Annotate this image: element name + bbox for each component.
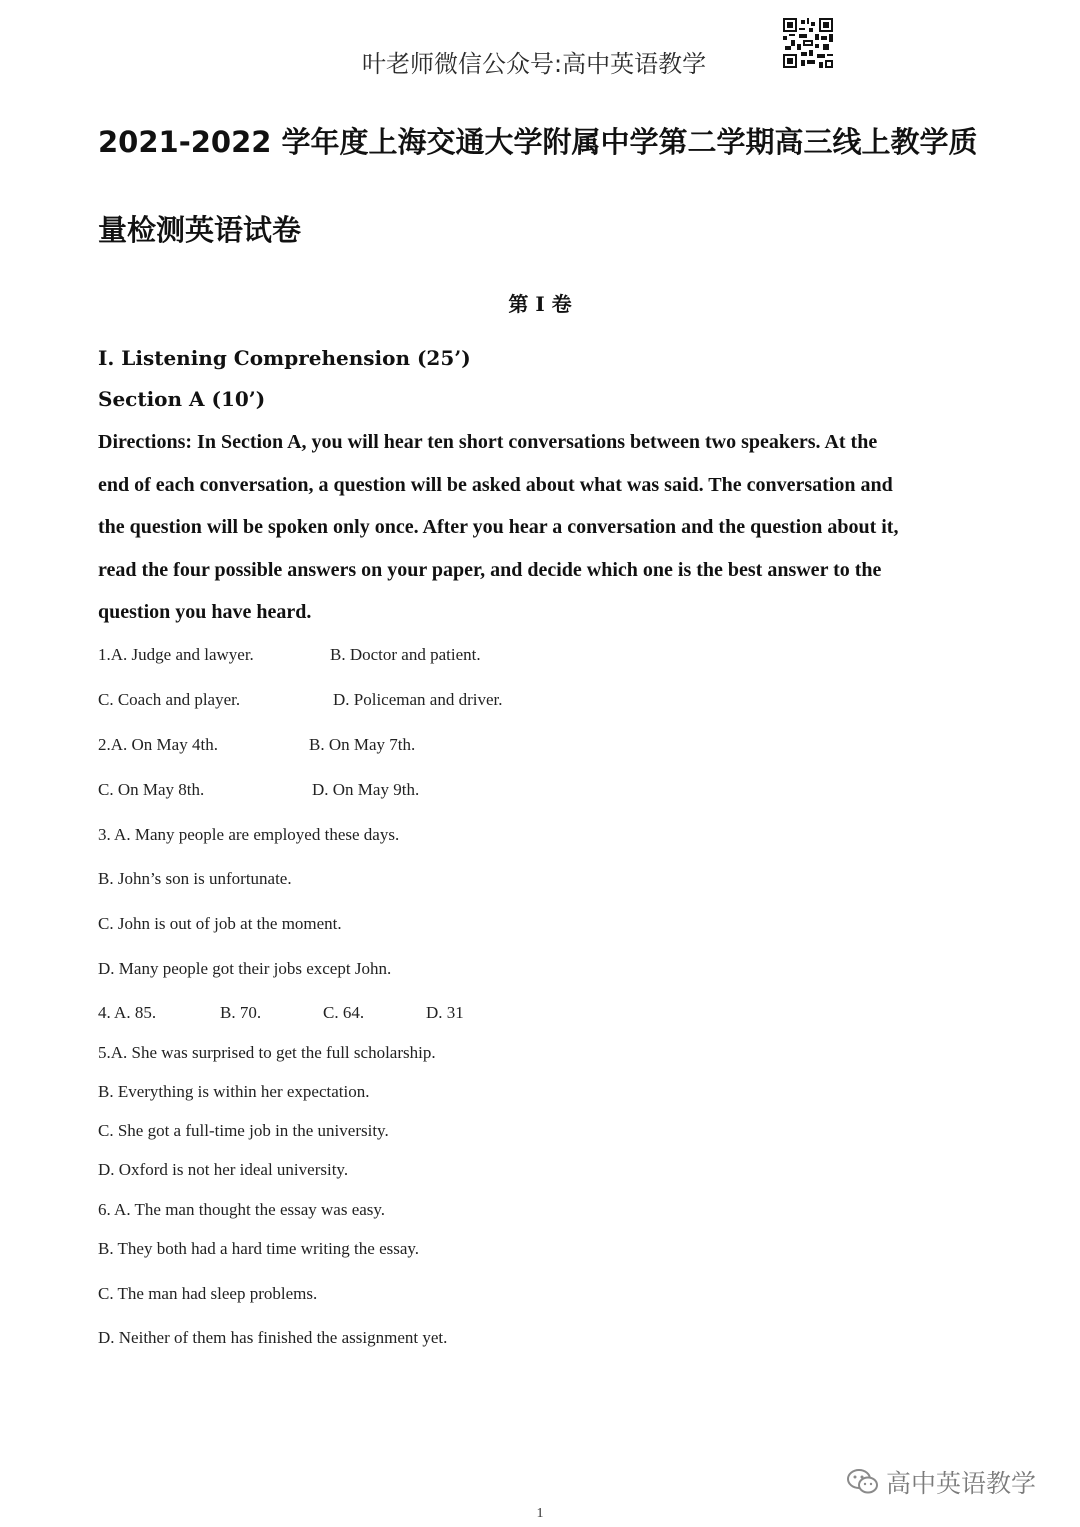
volume-heading: 第 I 卷	[508, 292, 572, 316]
q2-option-c: C. On May 8th.	[98, 780, 205, 799]
q4-option-b: B. 70.	[220, 1003, 262, 1022]
q2-option-d: D. On May 9th.	[312, 780, 420, 799]
page-number: 1	[536, 1506, 544, 1521]
q6-option-d: D. Neither of them has finished the assignment yet.	[98, 1328, 448, 1347]
directions-line: the question will be spoken only once. After you hear a conversation and the question about it,	[98, 516, 899, 538]
q1-option-d: D. Policeman and driver.	[333, 690, 503, 709]
directions-line: question you have heard.	[98, 601, 312, 623]
part-heading: I. Listening Comprehension (25’)	[98, 346, 471, 370]
watermark-text: 高中英语教学	[886, 1469, 1037, 1498]
exam-title-line-2: 量检测英语试卷	[98, 213, 302, 247]
q3-option-c: C. John is out of job at the moment.	[98, 914, 342, 933]
q4-option-c: C. 64.	[323, 1003, 365, 1022]
q6-option-c: C. The man had sleep problems.	[98, 1284, 318, 1303]
q3-option-d: D. Many people got their jobs except John.	[98, 959, 392, 978]
q6-option-b: B. They both had a hard time writing the essay.	[98, 1239, 420, 1258]
q5-option-d: D. Oxford is not her ideal university.	[98, 1160, 349, 1179]
q4-option-d: D. 31	[426, 1003, 464, 1022]
q1-option-c: C. Coach and player.	[98, 690, 241, 709]
q3-option-b: B. John’s son is unfortunate.	[98, 869, 292, 888]
directions-line: end of each conversation, a question will be asked about what was said. The conversation and	[98, 473, 893, 496]
q6-option-a: 6. A. The man thought the essay was easy.	[98, 1200, 386, 1219]
exam-title-line-1: 2021-2022 学年度上海交通大学附属中学第二学期高三线上教学质	[98, 125, 978, 159]
q2-option-b: B. On May 7th.	[309, 735, 416, 754]
q1-option-b: B. Doctor and patient.	[330, 645, 481, 664]
q5-option-b: B. Everything is within her expectation.	[98, 1082, 370, 1101]
directions-line: Directions: In Section A, you will hear ten short conversations between two speakers. At the	[98, 431, 878, 453]
wechat-official-account-icon	[846, 1467, 880, 1497]
directions-line: read the four possible answers on your paper, and decide which one is the best answer to the	[98, 558, 882, 581]
q3-option-a: 3. A. Many people are employed these days.	[98, 825, 400, 844]
q5-option-c: C. She got a full-time job in the university.	[98, 1121, 389, 1140]
q4-option-a: 4. A. 85.	[98, 1003, 157, 1022]
qr-code-icon	[783, 18, 833, 68]
q2-option-a: 2.A. On May 4th.	[98, 735, 218, 754]
q5-option-a: 5.A. She was surprised to get the full scholarship.	[98, 1043, 436, 1062]
directions	[98, 421, 988, 634]
header-account-text: 叶老师微信公众号:高中英语教学	[362, 50, 707, 78]
q1-option-a: 1.A. Judge and lawyer.	[98, 645, 254, 664]
watermark	[846, 1464, 1036, 1500]
section-heading: Section A (10’)	[98, 387, 266, 411]
